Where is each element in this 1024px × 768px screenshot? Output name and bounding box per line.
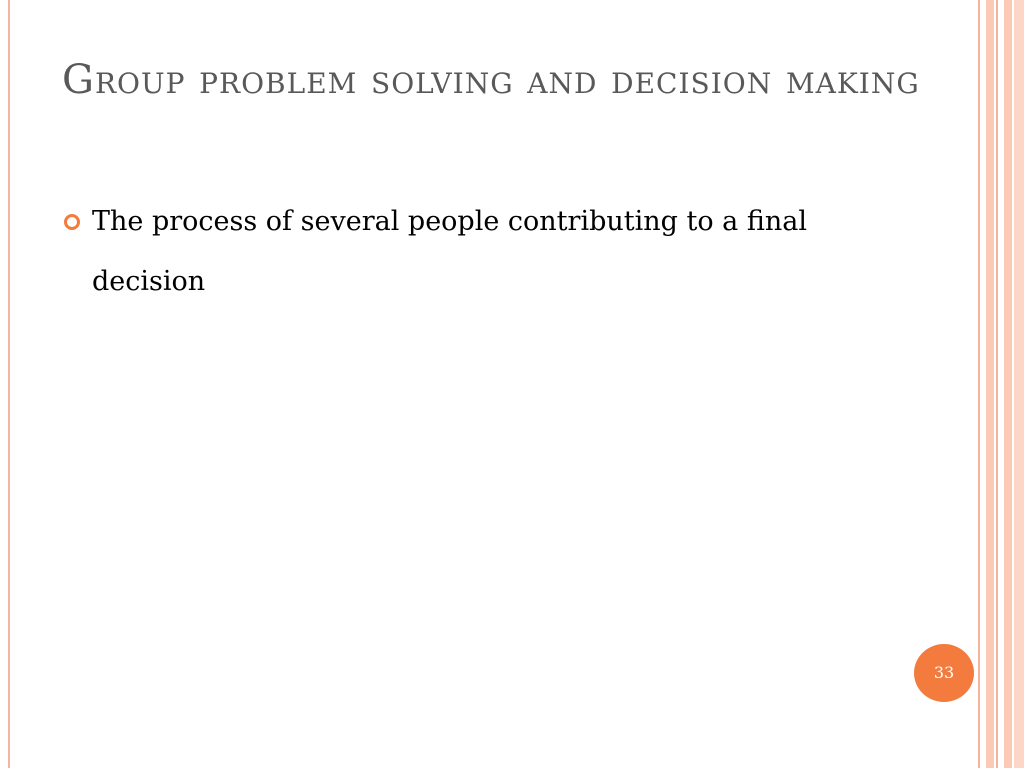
right-stripe [978, 0, 980, 768]
right-stripe [1004, 0, 1012, 768]
right-stripe [986, 0, 994, 768]
left-border-line [8, 0, 10, 768]
right-stripe [1014, 0, 1024, 768]
bullet-list [64, 192, 884, 312]
bullet-text: The process of several people contributing to a final decision [92, 206, 807, 297]
bullet-circle-icon [64, 214, 80, 230]
slide-title: Group problem solving and decision making [62, 57, 920, 103]
bullet-item [64, 192, 884, 312]
right-stripe [996, 0, 998, 768]
slide-number-badge: 33 [914, 644, 974, 702]
